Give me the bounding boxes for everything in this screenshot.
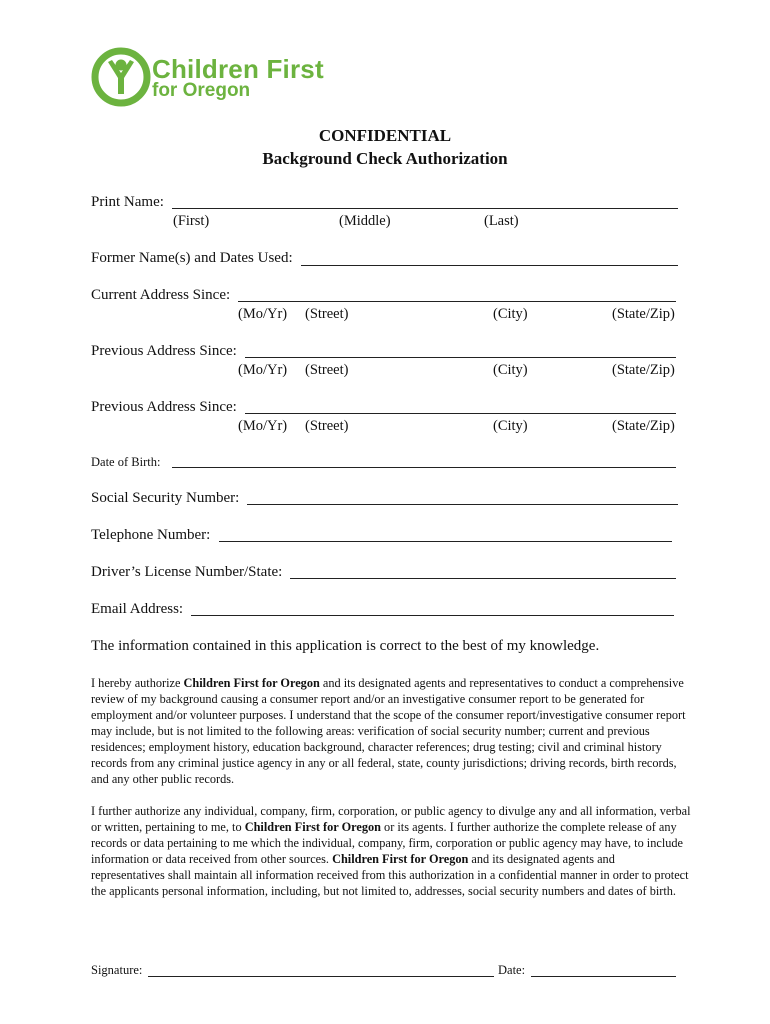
current-address-label: Current Address Since:: [91, 287, 231, 303]
current-address-field[interactable]: [238, 301, 676, 302]
mo-yr-label: (Mo/Yr): [238, 306, 288, 322]
logo-line1: Children First: [152, 54, 324, 84]
state-zip-label: (State/Zip): [612, 362, 675, 378]
mo-yr-label: (Mo/Yr): [238, 362, 288, 378]
previous-address-label: Previous Address Since:: [91, 399, 237, 415]
signature-label: Signature:: [91, 963, 143, 977]
email-field[interactable]: [191, 615, 674, 616]
previous-address-label: Previous Address Since:: [91, 343, 237, 359]
date-label: Date:: [498, 963, 526, 977]
previous-address-field[interactable]: [245, 413, 676, 414]
telephone-label: Telephone Number:: [91, 527, 211, 543]
city-label: (City): [493, 418, 528, 434]
para1-text: I hereby authorize: [91, 676, 184, 690]
accuracy-statement: The information contained in this application is correct to the best of my knowledge.: [91, 638, 600, 654]
confidential-heading: CONFIDENTIAL: [318, 126, 452, 145]
middle-label: (Middle): [339, 213, 391, 229]
state-zip-label: (State/Zip): [612, 306, 675, 322]
print-name-field[interactable]: [172, 208, 678, 209]
print-name-label: Print Name:: [91, 194, 164, 210]
ssn-label: Social Security Number:: [91, 490, 240, 506]
dob-field[interactable]: [172, 467, 676, 468]
para2-text: I further authorize any individual, company, firm, corporation, or public agency to divulge any and all information, verbal or written, pertaining to me, to: [91, 804, 691, 834]
former-names-label: Former Name(s) and Dates Used:: [91, 250, 293, 266]
last-label: (Last): [484, 213, 519, 229]
para1-text: and its designated agents and representatives to conduct a comprehensive review of my background causing a consumer report and/or an investigative consumer report to be generated for employment and/or volunteer purposes. I understand that the scope of the consumer report/investigative consumer report may include, but is not limited to the following areas: verification of social security number; current and previous residences; employment history, education background, character references; drug testing; civil and criminal history records from any criminal justice agency in any or all federal, state, county jurisdictions; driving records, birth records, and any other public records.: [91, 676, 686, 786]
release-paragraph: [91, 803, 691, 899]
city-label: (City): [493, 362, 528, 378]
signature-field[interactable]: [148, 976, 494, 977]
city-label: (City): [493, 306, 528, 322]
org-name: Children First for Oregon: [244, 820, 381, 834]
previous-address-field[interactable]: [245, 357, 676, 358]
street-label: (Street): [305, 306, 349, 322]
page-title: Background Check Authorization: [262, 149, 508, 168]
first-label: (First): [173, 213, 210, 229]
street-label: (Street): [305, 362, 349, 378]
org-name: Children First for Oregon: [332, 852, 469, 866]
authorization-paragraph: [91, 675, 691, 787]
logo-icon: [90, 46, 152, 108]
ssn-field[interactable]: [247, 504, 678, 505]
former-names-field[interactable]: [301, 265, 678, 266]
drivers-license-field[interactable]: [290, 578, 676, 579]
date-field[interactable]: [531, 976, 676, 977]
org-name: Children First for Oregon: [183, 676, 320, 690]
logo-line2: for Oregon: [152, 80, 251, 101]
telephone-field[interactable]: [219, 541, 672, 542]
mo-yr-label: (Mo/Yr): [238, 418, 288, 434]
dob-label: Date of Birth:: [91, 455, 161, 469]
para2-text: or its agents. I further authorize the complete release of any records or data pertaining to me which the individual, company, firm, corporation or public agency may have, to include information or data received from other sources.: [91, 820, 683, 866]
drivers-license-label: Driver’s License Number/State:: [91, 564, 283, 580]
state-zip-label: (State/Zip): [612, 418, 675, 434]
street-label: (Street): [305, 418, 349, 434]
email-label: Email Address:: [91, 601, 184, 617]
para2-text: and its designated agents and representatives shall maintain all information received from this authorization in a confidential manner in order to protect the applicants personal information, including, but not limited to, addresses, social security numbers and dates of birth.: [91, 852, 689, 898]
logo: [90, 46, 330, 108]
